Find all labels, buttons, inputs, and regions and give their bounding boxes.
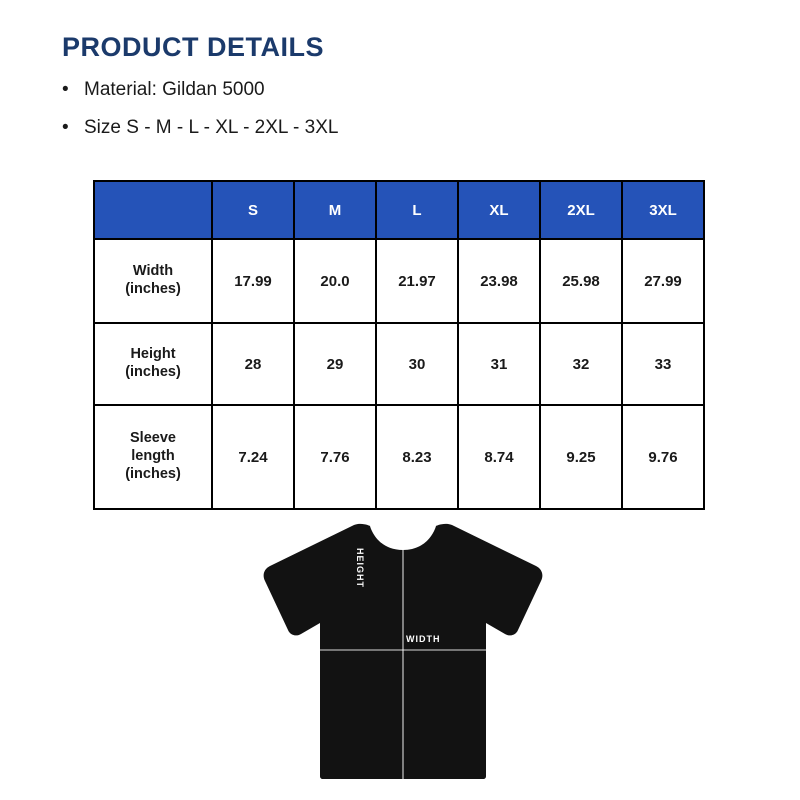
size-chart-table bbox=[93, 180, 705, 510]
column-header-xl: XL bbox=[458, 181, 540, 239]
tshirt-icon bbox=[258, 520, 548, 780]
row-header-line-2: (inches) bbox=[125, 281, 181, 297]
table-cell: 27.99 bbox=[622, 239, 704, 323]
list-item bbox=[62, 78, 722, 102]
page-title: PRODUCT DETAILS bbox=[62, 32, 324, 62]
row-header-line-2: (inches) bbox=[125, 364, 181, 380]
column-header-l: L bbox=[376, 181, 458, 239]
height-axis-label: HEIGHT bbox=[355, 548, 365, 589]
product-details-list bbox=[62, 78, 722, 154]
table-cell: 8.23 bbox=[376, 405, 458, 509]
tshirt-measurement-diagram bbox=[258, 520, 548, 780]
table-cell: 31 bbox=[458, 323, 540, 405]
bullet-dot-icon: • bbox=[62, 79, 69, 100]
table-cell: 8.74 bbox=[458, 405, 540, 509]
row-header-line-2: length bbox=[131, 448, 175, 465]
table-header-row bbox=[94, 181, 704, 239]
table-cell: 7.24 bbox=[212, 405, 294, 509]
width-axis-label: WIDTH bbox=[406, 634, 441, 644]
table-row bbox=[94, 405, 704, 509]
column-header-3xl: 3XL bbox=[622, 181, 704, 239]
table-cell: 23.98 bbox=[458, 239, 540, 323]
column-header-m: M bbox=[294, 181, 376, 239]
table-cell: 29 bbox=[294, 323, 376, 405]
row-header-line-1: Width bbox=[132, 263, 174, 280]
table-row bbox=[94, 323, 704, 405]
table-corner-cell bbox=[94, 181, 212, 239]
table-cell: 32 bbox=[540, 323, 622, 405]
table-row bbox=[94, 239, 704, 323]
bullet-dot-icon: • bbox=[62, 116, 69, 138]
table-cell: 9.25 bbox=[540, 405, 622, 509]
column-header-s: S bbox=[212, 181, 294, 239]
row-header-line-3: (inches) bbox=[125, 465, 181, 482]
table-cell: 20.0 bbox=[294, 239, 376, 323]
row-header-line-1: Sleeve bbox=[130, 430, 176, 447]
table-cell: 9.76 bbox=[622, 405, 704, 509]
row-header-line-1: Height bbox=[130, 346, 176, 363]
table-cell: 30 bbox=[376, 323, 458, 405]
table-cell: 17.99 bbox=[212, 239, 294, 323]
table-cell: 21.97 bbox=[376, 239, 458, 323]
row-header-width bbox=[94, 239, 212, 323]
list-item bbox=[62, 116, 722, 140]
column-header-2xl: 2XL bbox=[540, 181, 622, 239]
table-cell: 25.98 bbox=[540, 239, 622, 323]
list-item-label: Size S - M - L - XL - 2XL - 3XL bbox=[84, 116, 339, 138]
row-header-sleeve-length bbox=[94, 405, 212, 509]
table-cell: 33 bbox=[622, 323, 704, 405]
table-cell: 7.76 bbox=[294, 405, 376, 509]
row-header-height bbox=[94, 323, 212, 405]
list-item-label: Material: Gildan 5000 bbox=[84, 79, 265, 100]
table-cell: 28 bbox=[212, 323, 294, 405]
